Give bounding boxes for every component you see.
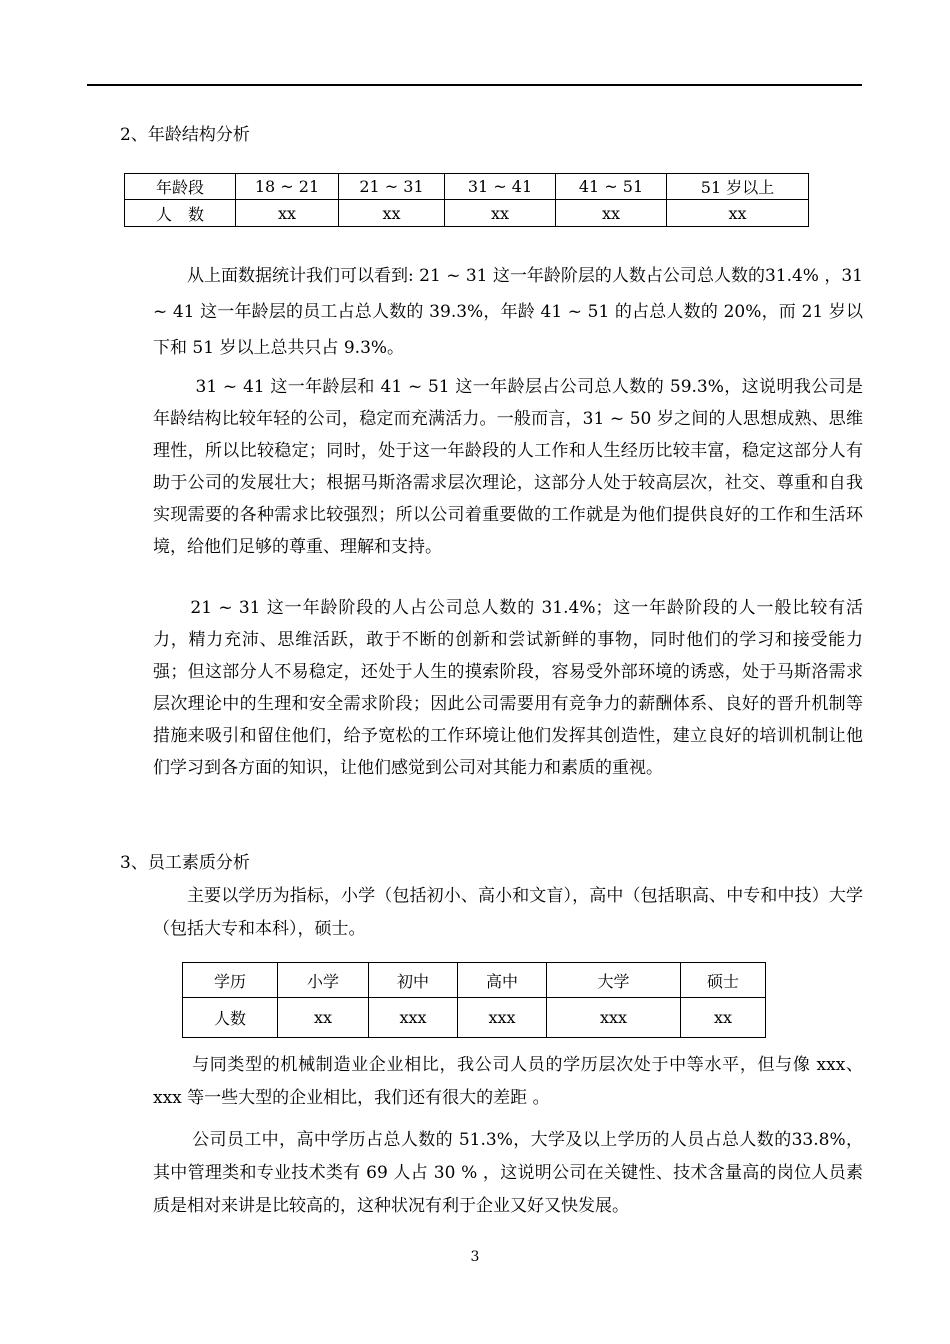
table-cell: xx	[556, 200, 667, 227]
table-cell: xx	[681, 998, 766, 1038]
table-cell: 41 ~ 51	[556, 174, 667, 200]
paragraph-text: 与同类型的机械制造业企业相比，我公司人员的学历层次处于中等水平，但与像 xxx、xxx 等一些大型的企业相比，我们还有很大的差距 。	[153, 1055, 863, 1108]
table-cell: 学历	[183, 963, 278, 998]
table-header-row	[125, 174, 809, 200]
table-cell: xx	[339, 200, 445, 227]
header-rule	[87, 84, 862, 86]
table-cell: xx	[278, 998, 369, 1038]
table-cell: xx	[667, 200, 809, 227]
table-cell: 小学	[278, 963, 369, 998]
table-cell: 硕士	[681, 963, 766, 998]
section-2-heading: 2、年龄结构分析	[120, 125, 250, 145]
paragraph-age-21-31	[153, 592, 863, 784]
table-cell: 高中	[458, 963, 547, 998]
table-cell: 31 ~ 41	[445, 174, 556, 200]
table-cell: 18 ~ 21	[236, 174, 339, 200]
paragraph-text: 主要以学历为指标，小学（包括初小、高小和文盲），高中（包括职高、中专和中技）大学（包括大专和本科），硕士。	[153, 886, 863, 939]
education-table	[182, 962, 766, 1038]
paragraph-text: 公司员工中，高中学历占总人数的 51.3%，大学及以上学历的人员占总人数的33.8%，其中管理类和专业技术类有 69 人占 30 % ，这说明公司在关键性、技术含量高的岗位人员素质是相对来讲是比较高的，这种状况有利于企业又好又快发展。	[153, 1130, 863, 1216]
table-cell: xxx	[458, 998, 547, 1038]
table-cell: 人 数	[125, 200, 236, 227]
page-number: 3	[470, 1249, 480, 1265]
section-3-heading: 3、员工素质分析	[120, 853, 250, 873]
paragraph-education-comparison	[153, 1049, 863, 1115]
paragraph-text: 21 ~ 31 这一年龄阶段的人占公司总人数的 31.4%；这一年龄阶段的人一般比较有活力，精力充沛、思维活跃，敢于不断的创新和尝试新鲜的事物，同时他们的学习和接受能力强；但这部分人不易稳定，还处于人生的摸索阶段，容易受外部环境的诱惑，处于马斯洛需求层次理论中的生理和安全需求阶段；因此公司需要用有竞争力的薪酬体系、良好的晋升机制等措施来吸引和留住他们，给予宽松的工作环境让他们发挥其创造性，建立良好的培训机制让他们学习到各方面的知识，让他们感觉到公司对其能力和素质的重视。	[153, 598, 863, 778]
paragraph-age-31-51	[153, 371, 863, 563]
table-cell: 人数	[183, 998, 278, 1038]
paragraph-age-stats	[153, 258, 863, 366]
table-row	[183, 998, 766, 1038]
table-cell: 大学	[547, 963, 681, 998]
table-cell: xx	[445, 200, 556, 227]
paragraph-text: 从上面数据统计我们可以看到: 21 ~ 31 这一年龄阶层的人数占公司总人数的31.4% ，31 ~ 41 这一年龄层的员工占总人数的 39.3%，年龄 41 ~ 51 的占总人数的 20%，而 21 岁以下和 51 岁以上总共只占 9.3%。	[153, 266, 863, 358]
age-structure-table	[124, 173, 809, 227]
table-cell: 51 岁以上	[667, 174, 809, 200]
table-cell: 年龄段	[125, 174, 236, 200]
table-row	[125, 200, 809, 227]
table-cell: xxx	[369, 998, 458, 1038]
paragraph-education-intro	[153, 880, 863, 946]
table-cell: 初中	[369, 963, 458, 998]
paragraph-text: 31 ~ 41 这一年龄层和 41 ~ 51 这一年龄层占公司总人数的 59.3%，这说明我公司是年龄结构比较年轻的公司，稳定而充满活力。一般而言，31 ~ 50 岁之间的人思想成熟、思维理性，所以比较稳定；同时，处于这一年龄段的人工作和人生经历比较丰富，稳定这部分人有助于公司的发展壮大；根据马斯洛需求层次理论，这部分人处于较高层次，社交、尊重和自我实现需要的各种需求比较强烈；所以公司着重要做的工作就是为他们提供良好的工作和生活环境，给他们足够的尊重、理解和支持。	[153, 377, 863, 557]
table-cell: 21 ~ 31	[339, 174, 445, 200]
paragraph-education-stats	[153, 1124, 863, 1223]
table-cell: xx	[236, 200, 339, 227]
table-header-row	[183, 963, 766, 998]
table-cell: xxx	[547, 998, 681, 1038]
